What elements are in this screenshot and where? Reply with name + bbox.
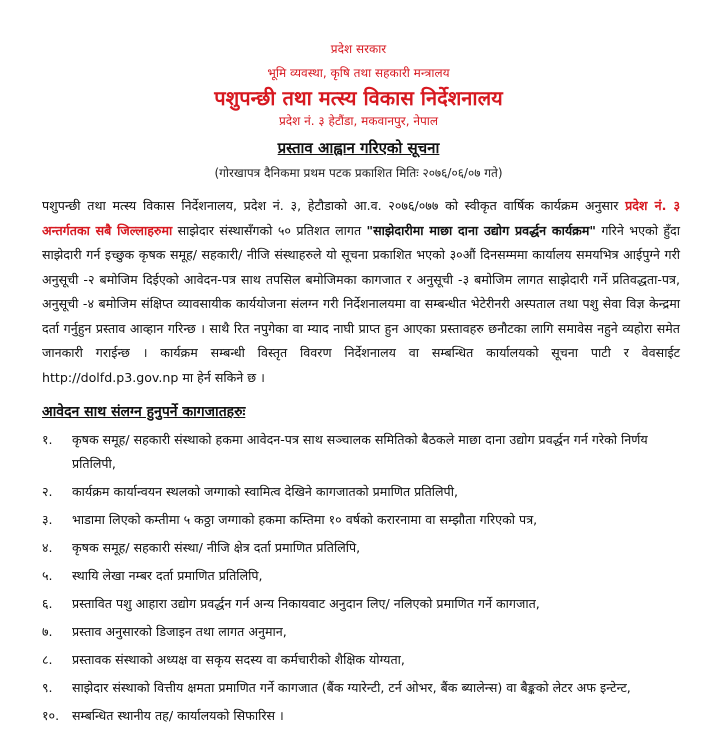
notice-title (0, 138, 717, 158)
body-text-1: पशुपन्छी तथा मत्स्य विकास निर्देशनालय, प्रदेश नं. ३, हेटौडाको आ.व. २०७६/०७७ को स्वीकृत वार्षिक कार्यक्रम अनुसार (42, 198, 626, 213)
header-directorate: पशुपन्छी तथा मत्स्य विकास निर्देशनालय (214, 86, 503, 110)
list-item (42, 536, 682, 560)
header-province-government: प्रदेश सरकार (330, 42, 387, 56)
body-text-2: साझेदार संस्थासँगको ५० प्रतिशत लागत (172, 222, 367, 238)
documents-heading: आवेदन साथ संलग्न हुनुपर्ने कागजातहरुः (42, 404, 246, 420)
notice-title-text: प्रस्ताव आह्वान गरिएको सूचना (277, 139, 440, 157)
list-item-number: ६. (42, 596, 53, 611)
documents-list (42, 428, 682, 732)
list-item (42, 620, 682, 644)
list-item-text: प्रस्ताव अनुसारको डिजाइन तथा लागत अनुमान, (72, 624, 287, 639)
list-item-text: कार्यक्रम कार्यान्वयन स्थलको जग्गाको स्वामित्व देखिने कागजातको प्रमाणित प्रतिलिपी, (72, 484, 458, 499)
list-spacer (42, 728, 682, 732)
list-item (42, 676, 682, 700)
list-item-number: ४. (42, 540, 53, 555)
body-program-name: "साझेदारीमा माछा दाना उद्योग प्रवर्द्धन कार्यक्रम" (366, 222, 596, 238)
list-item-text: कृषक समूह/ सहकारी संस्थाको हकमा आवेदन-पत्र साथ सञ्चालक समितिको बैठकले माछा दाना उद्योग प्रवर्द्धन गर्न गरेको निर्णय प्रतिलिपी, (72, 432, 648, 471)
list-item-number: २. (42, 484, 53, 499)
list-item-number: १. (42, 432, 53, 447)
list-item-text: कृषक समूह/ सहकारी संस्था/ नीजि क्षेत्र दर्ता प्रमाणित प्रतिलिपि, (72, 540, 361, 555)
list-item-number: १०. (42, 708, 60, 723)
list-item (42, 592, 682, 616)
header-ministry: भूमि व्यवस्था, कृषि तथा सहकारी मन्त्रालय (267, 66, 450, 80)
list-item (42, 704, 682, 728)
list-item-text: स्थायि लेखा नम्बर दर्ता प्रमाणित प्रतिलिपि, (72, 568, 263, 583)
list-item (42, 564, 682, 588)
list-item-number: ९. (42, 680, 53, 695)
list-item-number: ७. (42, 624, 53, 639)
list-item-text: भाडामा लिएको कम्तीमा ५ कठ्ठा जग्गाको हकमा कम्तिमा १० वर्षको करारनामा वा सम्झौता गरिएको पत्र, (72, 512, 538, 527)
list-item-text: साझेदार संस्थाको वित्तीय क्षमता प्रमाणित गर्ने कागजात (बैंक ग्यारेन्टी, टर्न ओभर, बैंक ब्यालेन्स) वा बैङ्कको लेटर अफ इन्टेन्ट, (72, 680, 631, 695)
list-item-text: प्रस्तावित पशु आहारा उद्योग प्रवर्द्धन गर्न अन्य निकायवाट अनुदान लिए/ नलिएको प्रमाणित गर्ने कागजात, (72, 596, 540, 611)
list-item-number: ३. (42, 512, 53, 527)
body-highlight-province: प्रदेश नं. ३ अन्तर्गतका सबै जिल्लाहरुमा (42, 198, 681, 238)
list-item (42, 648, 682, 672)
list-item (42, 480, 682, 504)
list-item-number: ५. (42, 568, 53, 583)
header-address: प्रदेश नं. ३ हेटौंडा, मकवानपुर, नेपाल (278, 114, 439, 128)
list-item-text: सम्बन्धित स्थानीय तह/ कार्यालयको सिफारिस । (72, 708, 284, 723)
list-item (42, 428, 682, 476)
list-item (42, 508, 682, 532)
notice-subtitle: (गोरखापत्र दैनिकमा प्रथम पटक प्रकाशित मितिः २०७६/०६/०७ गते) (214, 166, 503, 180)
body-text-3: गरिने भएको हुँदा साझेदारी गर्न इच्छुक कृषक समूह/ सहकारी/ नीजि संस्थाहरुले यो सूचना प्रकाशित भएको ३०औं दिनसम्ममा कार्यालय समयभित्र आईपुग्ने गरी अनुसूची -२ बमोजिम दिईएको आवेदन-पत्र साथ तपसिल बमोजिमका कागजात र अनुसूची -३ बमोजिम लागत साझेदारी गर्ने प्रतिवद्धता-पत्र, अनुसूची -४ बमोजिम संक्षिप्त व्यावसायीक कार्ययोजना संलग्न गरी निर्देशनालयमा वा सम्बन्धीत भेटेरीनरी अस्पताल तथा पशु सेवा विज्ञ केन्द्रमा दर्ता गर्नुहुन प्रस्ताव आव्हान गरिन्छ । साथै रित नपुगेका वा म्याद नाघी प्राप्त हुन आएका प्रस्तावहरु छनौटका लागि समावेस नहुने व्यहोरा समेत जानकारी गराईन्छ । कार्यक्रम सम्बन्धी विस्तृत विवरण निर्देशनालय वा सम्बन्धित कार्यालयको सूचना पाटी र वेवसाईट http://dolfd.p3.gov.np मा हेर्न सकिने छ । (42, 222, 681, 385)
list-item-text: प्रस्तावक संस्थाको अध्यक्ष वा सकृय सदस्य वा कर्मचारीको शैक्षिक योग्यता, (72, 652, 405, 667)
notice-body (42, 194, 680, 390)
list-item-number: ८. (42, 652, 53, 667)
